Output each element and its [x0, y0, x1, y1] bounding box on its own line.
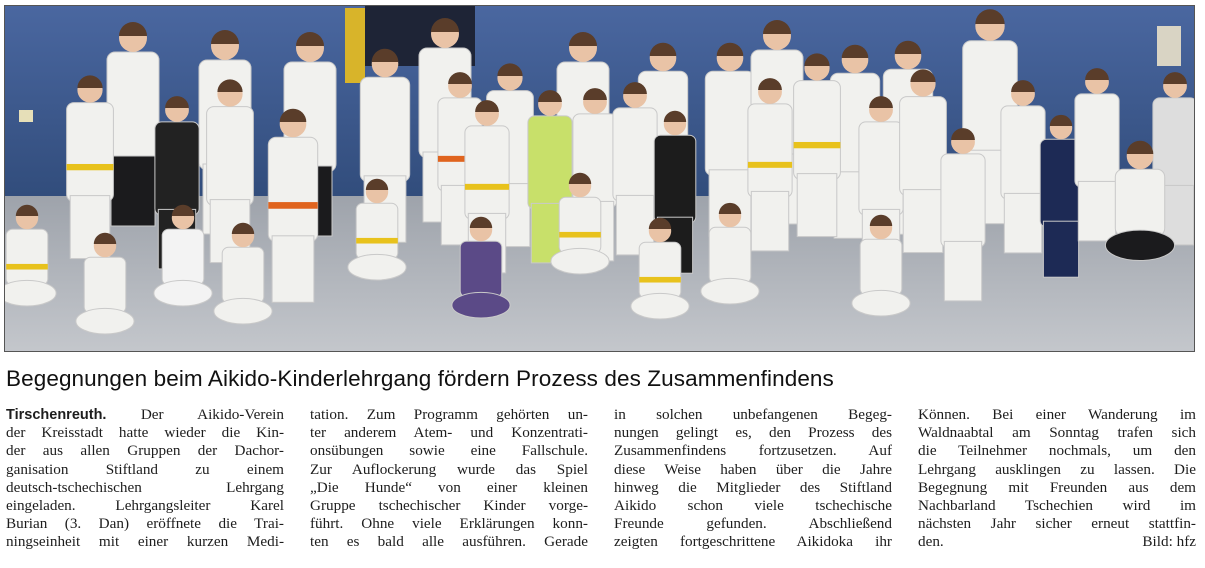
participant-body [654, 135, 696, 223]
article-line: ganisation Stiftland zu einem [6, 460, 284, 478]
participant-body [162, 229, 204, 285]
participant-body [748, 104, 792, 197]
photo-credit: Bild: hfz [1142, 533, 1196, 551]
article-line: in solchen unbefangenen Begeg- [614, 406, 892, 423]
participant-legs [1043, 221, 1078, 277]
article-line [6, 406, 284, 424]
participant-body [860, 239, 902, 295]
participant-legs [5, 280, 56, 306]
participant-body [6, 229, 48, 285]
article-line: Lehrgang ausklingen zu lassen. Die [918, 460, 1196, 478]
article-line [918, 533, 1196, 551]
article-line: Nachbarland Tschechien wird im [918, 496, 1196, 514]
participant-legs [76, 308, 134, 334]
article-column-1 [6, 406, 284, 564]
participant-legs [944, 241, 981, 301]
participant-body [1115, 169, 1164, 236]
participant-belt [639, 277, 681, 283]
participant-body [268, 137, 317, 242]
article-line: tation. Zum Programm gehörten un- [310, 406, 588, 423]
participant-legs [903, 190, 943, 253]
participant-body [1075, 94, 1119, 187]
participant-legs [797, 174, 837, 237]
participant-body [67, 103, 114, 202]
article-line: der aus allen Gruppen der Dachor- [6, 442, 284, 460]
participant-body [559, 197, 601, 253]
participant-belt [465, 184, 509, 190]
participant-legs [1004, 193, 1041, 253]
article-line-text: Der Aikido-Verein [106, 406, 284, 423]
participant-body [705, 71, 754, 176]
article-line: Freunde gefunden. Abschließend [614, 515, 892, 533]
participant-body [794, 81, 841, 180]
participant-body [859, 122, 903, 215]
article-line: ten es bald alle ausführen. Gerade [310, 533, 588, 551]
participant-body [613, 108, 657, 201]
article-line: führt. Ohne viele Erklärungen konn- [310, 515, 588, 533]
participant-legs [348, 254, 406, 280]
participant-legs [701, 278, 759, 304]
article-line: die Teilnehmer nochmals, um den [918, 442, 1196, 460]
participant-body [528, 116, 572, 209]
participant-legs [852, 290, 910, 316]
participant-body [107, 52, 159, 162]
participant-body [360, 77, 409, 182]
participant-legs [452, 292, 510, 318]
article-line: ter anderem Atem- und Konzentrati- [310, 424, 588, 442]
article-line: nächsten Jahr sicher erneut stattfin- [918, 515, 1196, 533]
participant-legs [1105, 230, 1174, 260]
participant-legs [214, 298, 272, 324]
participant-belt [67, 164, 114, 170]
participant-body [900, 97, 947, 196]
participant-body [460, 241, 502, 297]
wall-switch [19, 110, 33, 122]
participant-body [639, 242, 681, 298]
participant-body [1001, 106, 1045, 199]
participant-body [709, 227, 751, 283]
article-line: onsübungen sowie eine Fallschule. [310, 442, 588, 460]
article-body [6, 406, 1200, 564]
participant-belt [748, 162, 792, 168]
group-photo [4, 5, 1195, 352]
article-line: diese Weise haben über die Jahre [614, 460, 892, 478]
participant-body [207, 107, 254, 206]
participant-legs [154, 280, 212, 306]
article-line-text: den. [918, 533, 944, 551]
participant-belt [356, 238, 398, 244]
article-line: der Kreisstadt hatte wieder die Kin- [6, 424, 284, 442]
article-column-2 [310, 406, 588, 564]
article-column-4 [918, 406, 1196, 564]
participant-body [941, 154, 985, 248]
participant-legs [111, 156, 155, 226]
participant-belt [559, 232, 601, 238]
participant-body [356, 203, 398, 259]
article-line: Zur Auflockerung wurde das Spiel [310, 460, 588, 478]
article-line: ningseinheit mit einer kurzen Medi- [6, 533, 284, 551]
article-line: Waldnaabtal am Sonntag trafen sich [918, 424, 1196, 442]
participant-legs [1078, 181, 1115, 241]
participant-belt [6, 264, 48, 270]
participant-belt [794, 142, 841, 148]
article-line: „Die Hunde“ von einer kleinen [310, 478, 588, 496]
participant-belt [268, 202, 317, 209]
participant-body [465, 126, 509, 219]
article-line: hinweg die Mitglieder des Stiftland [614, 478, 892, 496]
participant-legs [631, 293, 689, 319]
article-line: zeigten fortgeschrittene Aikidoka ihr [614, 533, 892, 551]
article-line: Aikido schon viele tschechische [614, 496, 892, 514]
headline: Begegnungen beim Aikido-Kinderlehrgang fördern Prozess des Zusammenfindens [6, 366, 834, 391]
article-line: Begegnung mit Freunden aus dem [918, 478, 1196, 496]
participant-legs [751, 191, 788, 251]
participant-body [84, 257, 126, 313]
article-line: Burian (3. Dan) eröffnete die Trai- [6, 515, 284, 533]
participant-body [222, 247, 264, 303]
participant-legs [551, 248, 609, 274]
group-photo-illustration [5, 6, 1195, 352]
wall-poster [1157, 26, 1181, 66]
article-line: Gruppe tschechischer Kinder vorge- [310, 496, 588, 514]
article-line: nungen gelingt es, den Prozess des [614, 424, 892, 442]
wall-banner [345, 8, 365, 83]
article-line: Können. Bei einer Wanderung im [918, 406, 1196, 423]
article-column-3 [614, 406, 892, 564]
participant-body [155, 122, 199, 215]
participant-legs [272, 236, 314, 302]
dateline: Tirschenreuth. [6, 407, 107, 423]
article-line: eingeladen. Lehrgangsleiter Karel [6, 496, 284, 514]
article-line: Zusammenfindens fortzusetzen. Auf [614, 442, 892, 460]
article-line: deutsch-tschechischen Lehrgang [6, 478, 284, 496]
